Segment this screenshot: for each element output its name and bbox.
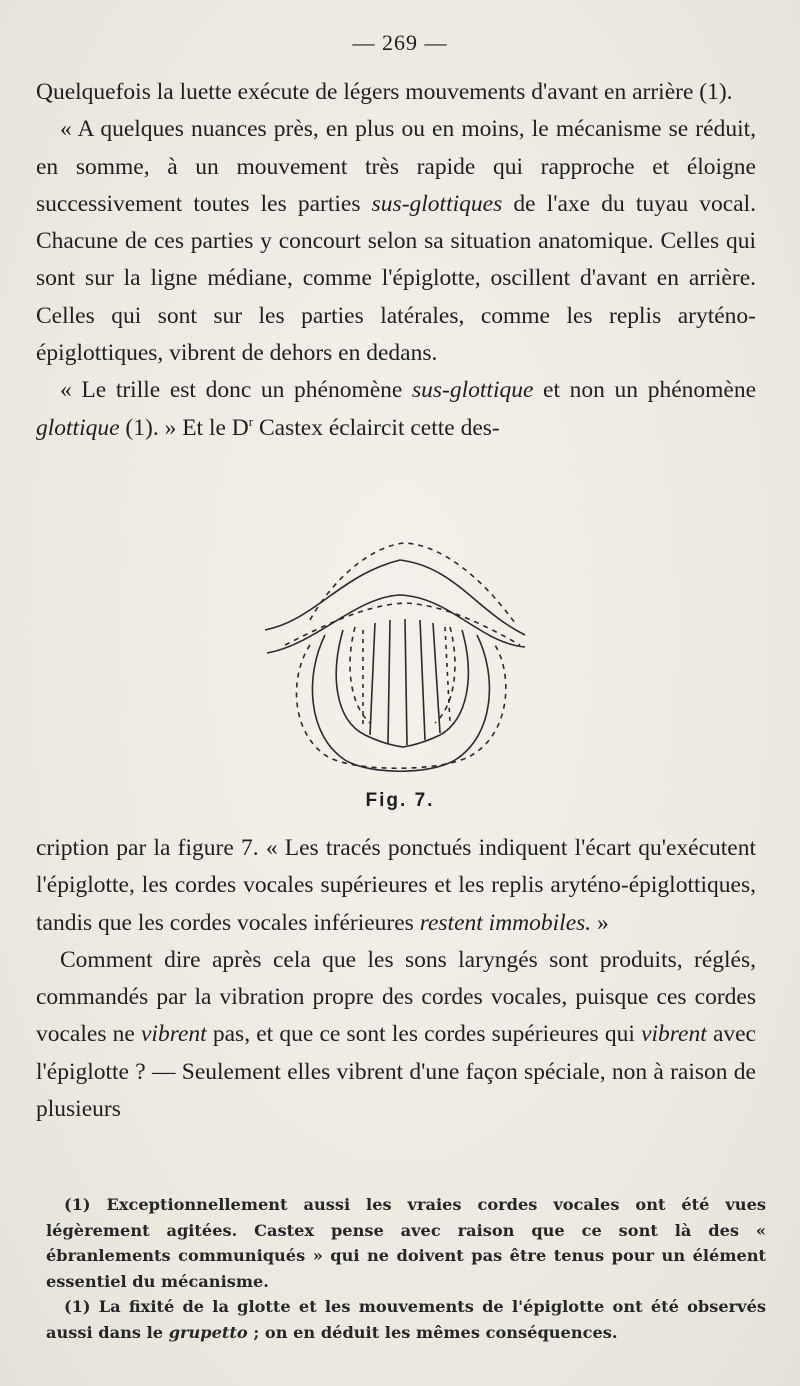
figure-caption: Fig. 7. bbox=[365, 790, 435, 811]
paragraph-luette bbox=[36, 74, 756, 111]
text-run: et non un phénomène bbox=[533, 377, 757, 404]
ridge-line bbox=[370, 623, 375, 735]
epiglottis-dashed-outline bbox=[310, 543, 515, 623]
vocal-folds-outline bbox=[336, 630, 468, 747]
footnote-text: (1) La fixité de la glotte et les mouvements de l'épiglotte ont été observés aussi dans le bbox=[46, 1297, 766, 1342]
italic-term: grupetto bbox=[168, 1322, 248, 1342]
italic-term: vibrent bbox=[641, 1021, 707, 1048]
footnote-text: (1) Exceptionnellement aussi les vraies cordes vocales ont été vues légèrement agitées. Castex pense avec raison que ce sont là des « ébranlements communiqués » qui ne doivent pas être tenus pour un élément essentiel du mécanisme. bbox=[46, 1195, 766, 1291]
body-text-bottom bbox=[36, 830, 756, 1128]
epiglottis-outline bbox=[265, 560, 525, 635]
paragraph-description bbox=[36, 830, 756, 942]
text-run: de l'axe du tuyau vocal. Chacune de ces parties y concourt selon sa situation anatomique. Celles qui sont sur la ligne médiane, comme l'épiglotte, oscillent d'avant en arrière. Celles qui sont sur les parties latérales, comme les replis aryténo-épiglottiques, vibrent de dehors en dedans. bbox=[36, 190, 756, 367]
text-run: Castex éclaircit cette des- bbox=[253, 414, 500, 441]
italic-term: sus-glottique bbox=[412, 377, 534, 404]
footnote-1 bbox=[46, 1192, 766, 1294]
text-run: pas, et que ce sont les cordes supérieures qui bbox=[206, 1021, 642, 1048]
ridge-line bbox=[420, 620, 425, 740]
larynx-figure bbox=[255, 535, 545, 785]
text-run: « Le trille est donc un phénomène bbox=[60, 377, 412, 404]
text-run: « A quelques nuances près, en plus ou en moins, le mécanisme se réduit, en somme, à un mouvement très rapide qui rapproche et éloigne successivement toutes les parties bbox=[36, 116, 756, 217]
body-text-top bbox=[36, 74, 756, 447]
epiglottis-inner-outline bbox=[267, 595, 525, 653]
text-run: Quelquefois la luette exécute de légers mouvements d'avant en arrière (1). bbox=[36, 79, 733, 105]
text-run: » bbox=[591, 909, 609, 936]
ridge-line bbox=[388, 620, 390, 743]
italic-term: restent immobiles. bbox=[419, 909, 592, 936]
superscript: r bbox=[248, 413, 254, 429]
footnote-text: ; on en déduit les mêmes conséquences. bbox=[247, 1322, 618, 1342]
paragraph-trille bbox=[36, 372, 756, 447]
text-run: avec l'épiglotte ? — Seulement elles vibrent d'une façon spéciale, non à raison de plusieurs bbox=[36, 1021, 756, 1123]
ridge-line bbox=[433, 623, 440, 733]
text-run: (1). » Et le D bbox=[119, 414, 249, 441]
vocal-folds-dashed-outline bbox=[350, 627, 370, 723]
text-run: cription par la figure 7. « Les tracés ponctués indiquent l'écart qu'exécutent l'épiglotte, les cordes vocales supérieures et les replis aryténo-épiglottiques, tandis que les cordes vocales inférieures bbox=[36, 835, 756, 936]
aryepiglottic-dashed-outline bbox=[296, 645, 505, 768]
italic-term: sus-glottiques bbox=[371, 190, 503, 217]
paragraph-mecanisme bbox=[36, 111, 756, 372]
ventricular-dashed-outline bbox=[285, 603, 520, 645]
larynx-outline bbox=[312, 635, 489, 771]
footnotes bbox=[46, 1192, 766, 1345]
paragraph-sons-laryngés bbox=[36, 942, 756, 1128]
ridge-line bbox=[405, 619, 407, 745]
text-run: Comment dire après cela que les sons laryngés sont produits, réglés, commandés par la vibration propre des cordes vocales, puisque ces cordes vocales ne bbox=[36, 946, 756, 1048]
page-number: — 269 — bbox=[352, 30, 448, 55]
italic-term: glottique bbox=[36, 414, 120, 441]
footnote-2 bbox=[46, 1294, 766, 1345]
italic-term: vibrent bbox=[141, 1021, 207, 1048]
